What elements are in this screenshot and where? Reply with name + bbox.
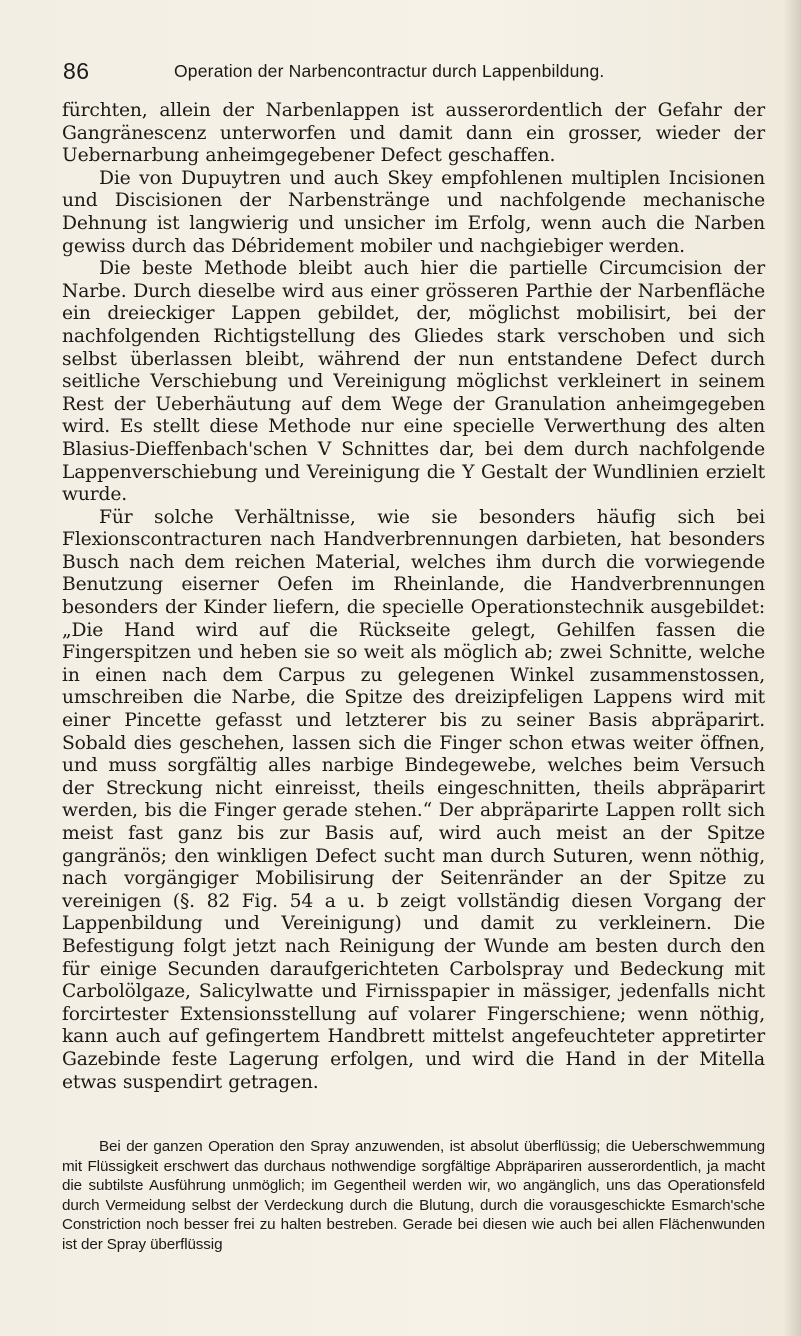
paragraph-busch-technique: Für solche Verhältnisse, wie sie besonders häufig sich bei Flexionscontracturen nach Handverbrennungen darbieten, hat besonders Busch nach dem reichen Material, welches ihm durch die vorwiegende Benutzung eiserner Oefen im Rheinlande, die Handverbrennungen besonders der Kinder liefern, die specielle Operationstechnik ausgebildet: „Die Hand wird auf die Rückseite gelegt, Gehilfen fassen die Fingerspitzen und heben sie so weit als möglich ab; zwei Schnitte, welche in einen nach dem Carpus zu gelegenen Winkel zusammenstossen, umschreiben die Narbe, die Spitze des dreizipfeligen Lappens wird mit einer Pincette gefasst und letzterer bis zu seiner Basis abpräparirt. Sobald dies geschehen, lassen sich die Finger schon etwas weiter öffnen, und muss sorgfältig alles narbige Bindegewebe, welches beim Versuch der Streckung nicht einreisst, theils eingeschnitten, theils abpräparirt werden, bis die Finger gerade stehen.“ Der abpräparirte Lappen rollt sich meist fast ganz bis zur Basis auf, wird auch meist an der Spitze gangränös; den winkligen Defect sucht man durch Suturen, wenn nöthig, nach vorgängiger Mobilisirung der Seitenränder an der Spitze zu vereinigen (§. 82 Fig. 54 a u. b zeigt vollständig diesen Vorgang der Lappenbildung und Vereinigung) und damit zu verkleinern. Die Befestigung folgt jetzt nach Reinigung der Wunde am besten durch den für einige Secunden daraufgerichteten Carbolspray und Bedeckung mit Carbolölgaze, Salicylwatte und Firnisspapier in mässiger, jedenfalls nicht forcirtester Extensionsstellung auf volarer Fingerschiene; wenn nöthig, kann auch auf gefingertem Handbrett mittelst angefeuchteter appretirter Gazebinde feste Lagerung erfolgen, und wird die Hand in der Mitella etwas suspendirt getragen. <box>62 506 765 1093</box>
footnote-text: Bei der ganzen Operation den Spray anzuwenden, ist absolut überflüssig; die Ueberschwemmung mit Flüssigkeit erschwert das durchaus nothwendige sorgfältige Abpräpariren ausserordentlich, ja macht die subtilste Ausführung unmöglich; im Gegentheil werden wir, wo angänglich, uns das Operationsfeld durch Vermeidung selbst der Verdeckung durch die Blutung, durch die vorausgeschickte Esmarch'sche Constriction noch besser frei zu halten bestreben. Gerade bei diesen wie auch bei allen Flächenwunden ist der Spray überflüssig <box>62 1138 765 1253</box>
body-text <box>62 100 765 1094</box>
paragraph-continuation: fürchten, allein der Narbenlappen ist ausserordentlich der Gefahr der Gangränescenz unterworfen und damit dann ein grosser, wieder der Uebernarbung anheimgegebener Defect geschaffen. <box>62 100 765 167</box>
paragraph-best-method: Die beste Methode bleibt auch hier die partielle Circumcision der Narbe. Durch dieselbe wird aus einer grösseren Parthie der Narbenfläche ein dreieckiger Lappen gebildet, der, möglichst mobilisirt, bei der nachfolgenden Richtigstellung des Gliedes stark verschoben und sich selbst überlassen bleibt, während der nun entstandene Defect durch seitliche Verschiebung und Vereinigung möglichst verkleinert in seinem Rest der Ueberhäutung auf dem Wege der Granulation anheimgegeben wird. Es stellt diese Methode nur eine specielle Verwerthung des alten Blasius-Dieffenbach'schen V Schnittes dar, bei dem durch nachfolgende Lappenverschiebung und Vereinigung die Y Gestalt der Wundlinien erzielt wurde. <box>62 258 765 506</box>
page-header <box>63 58 763 88</box>
running-head: Operation der Narbencontractur durch Lappenbildung. <box>174 61 605 81</box>
paragraph-dupuytren: Die von Dupuytren und auch Skey empfohlenen multiplen Incisionen und Discisionen der Narbenstränge und nachfolgende mechanische Dehnung ist langwierig und unsicher im Erfolg, wenn auch die Narben gewiss durch das Débridement mobiler und nachgiebiger werden. <box>62 167 765 257</box>
page-number: 86 <box>63 58 90 84</box>
footnote <box>62 1137 765 1255</box>
page-edge-shadow <box>783 0 801 1336</box>
